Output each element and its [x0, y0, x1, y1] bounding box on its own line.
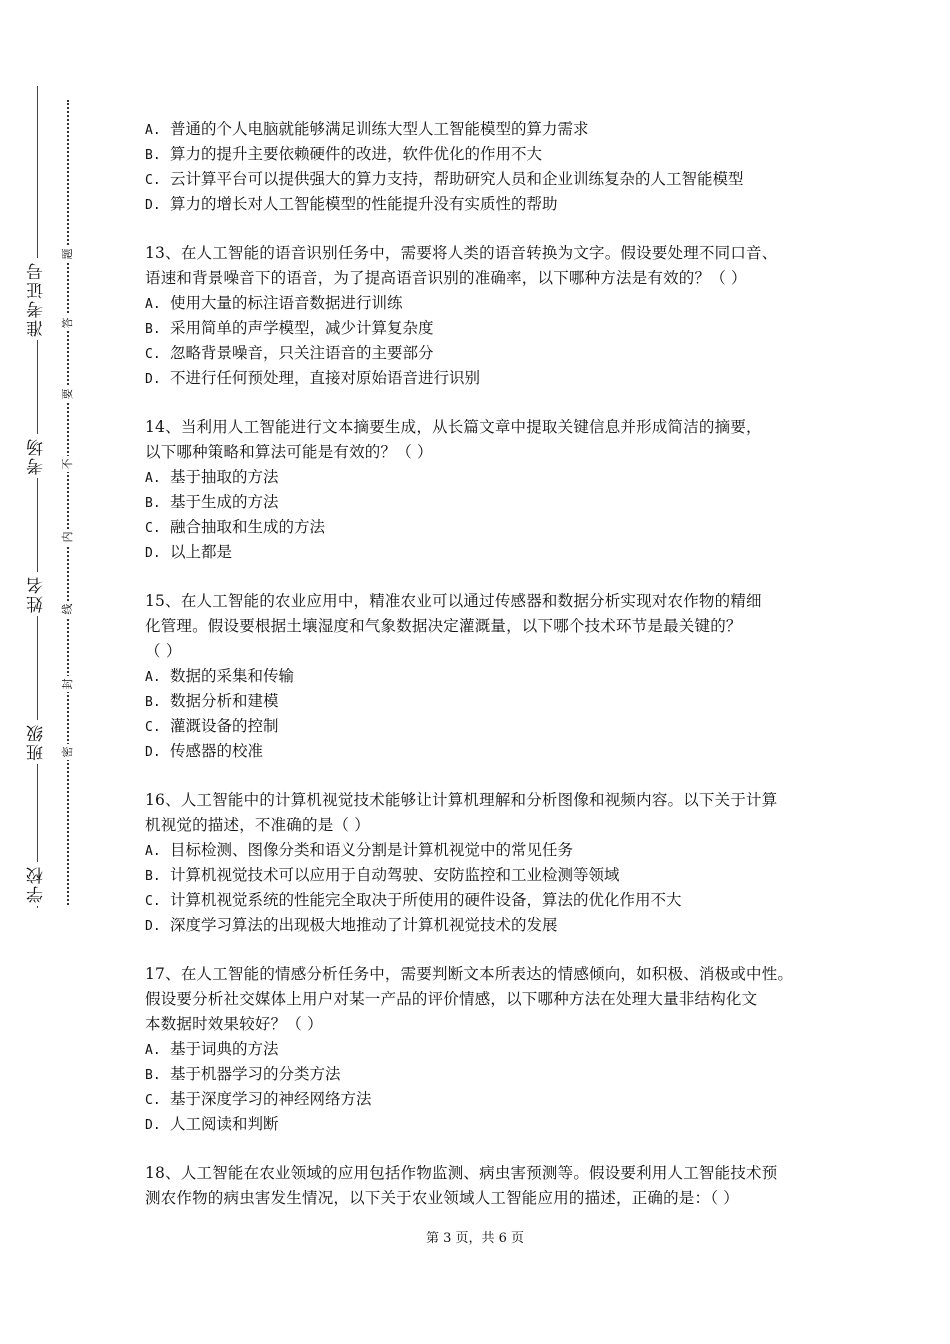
option-a	[145, 838, 835, 863]
option-text: 计算机视觉技术可以应用于自动驾驶、安防监控和工业检测等领域	[170, 866, 620, 884]
stem-line: 15、在人工智能的农业应用中，精准农业可以通过传感器和数据分析实现对农作物的精细	[145, 592, 762, 610]
stem-line: 14、当利用人工智能进行文本摘要生成，从长篇文章中提取关键信息并形成简洁的摘要，	[145, 418, 762, 436]
option-text: 基于机器学习的分类方法	[170, 1065, 341, 1083]
seal-char: 要	[59, 386, 77, 402]
field-school-label: 学校	[22, 862, 52, 906]
option-key: B.	[145, 322, 161, 337]
field-name	[22, 572, 52, 616]
question-13	[145, 241, 835, 391]
option-d	[145, 540, 835, 565]
seal-char: 封	[59, 676, 77, 692]
option-key: A.	[145, 297, 161, 312]
option-b	[145, 316, 835, 341]
question-stem	[145, 415, 835, 465]
question-16	[145, 788, 835, 938]
option-key: B.	[145, 496, 161, 511]
question-stem	[145, 589, 835, 664]
option-key: D.	[145, 372, 161, 387]
option-text: 灌溉设备的控制	[170, 717, 279, 735]
question-15	[145, 589, 835, 764]
option-text: 数据的采集和传输	[170, 667, 295, 685]
stem-line: 化管理。假设要根据土壤湿度和气象数据决定灌溉量，以下哪个技术环节是最关键的？	[145, 617, 742, 635]
option-key: A.	[145, 1043, 161, 1058]
stem-line: 18、人工智能在农业领域的应用包括作物监测、病虫害预测等。假设要利用人工智能技术预	[145, 1164, 778, 1182]
option-key: D.	[145, 745, 161, 760]
question-14	[145, 415, 835, 565]
option-key: C.	[145, 173, 161, 188]
option-c	[145, 167, 835, 192]
field-exam-room	[22, 434, 52, 478]
question-17	[145, 962, 835, 1137]
option-b	[145, 490, 835, 515]
option-key: C.	[145, 894, 161, 909]
option-text: 人工阅读和判断	[170, 1115, 279, 1133]
option-key: A.	[145, 844, 161, 859]
partial-question	[145, 117, 835, 217]
option-text: 以上都是	[170, 543, 233, 561]
option-d	[145, 1112, 835, 1137]
seal-dotted-line	[67, 100, 69, 905]
option-key: A.	[145, 670, 161, 685]
option-text: 融合抽取和生成的方法	[170, 518, 326, 536]
stem-line: 语速和背景噪音下的语音，为了提高语音识别的准确率，以下哪种方法是有效的？（ ）	[145, 269, 747, 287]
option-key: D.	[145, 919, 161, 934]
option-b	[145, 863, 835, 888]
field-class-label: 班级	[22, 720, 52, 764]
option-a	[145, 465, 835, 490]
field-admission-number	[22, 258, 52, 340]
option-text: 算力的增长对人工智能模型的性能提升没有实质性的帮助	[170, 195, 558, 213]
stem-line: 17、在人工智能的情感分析任务中，需要判断文本所表达的情感倾向，如积极、消极或中性。	[145, 965, 794, 983]
option-key: C.	[145, 1093, 161, 1108]
option-d	[145, 192, 835, 217]
stem-line: （ ）	[145, 642, 182, 660]
stem-line: 以下哪种策略和算法可能是有效的？（ ）	[145, 443, 433, 461]
seal-char: 题	[59, 246, 77, 262]
page-number: 第 3 页，共 6 页	[425, 1231, 525, 1246]
option-d	[145, 913, 835, 938]
binding-solid-line	[37, 86, 38, 908]
question-stem	[145, 1161, 835, 1211]
option-d	[145, 739, 835, 764]
option-b	[145, 689, 835, 714]
option-text: 计算机视觉系统的性能完全取决于所使用的硬件设备，算法的优化作用不大	[170, 891, 682, 909]
field-name-label: 姓名	[22, 572, 52, 616]
option-key: A.	[145, 471, 161, 486]
option-text: 基于深度学习的神经网络方法	[170, 1090, 372, 1108]
seal-char: 密	[59, 744, 77, 760]
question-stem	[145, 962, 835, 1037]
field-class	[22, 720, 52, 764]
option-text: 深度学习算法的出现极大地推动了计算机视觉技术的发展	[170, 916, 558, 934]
option-key: D.	[145, 546, 161, 561]
option-key: D.	[145, 1118, 161, 1133]
question-18	[145, 1161, 835, 1211]
option-text: 云计算平台可以提供强大的算力支持，帮助研究人员和企业训练复杂的人工智能模型	[170, 170, 744, 188]
option-key: D.	[145, 198, 161, 213]
field-admission-number-label: 准考证号	[22, 258, 52, 340]
option-a	[145, 664, 835, 689]
stem-line: 16、人工智能中的计算机视觉技术能够让计算机理解和分析图像和视频内容。以下关于计算	[145, 791, 778, 809]
option-c	[145, 515, 835, 540]
seal-char: 线	[59, 601, 77, 617]
option-d	[145, 366, 835, 391]
option-key: B.	[145, 148, 161, 163]
question-stem	[145, 241, 835, 291]
option-text: 传感器的校准	[170, 742, 264, 760]
option-c	[145, 341, 835, 366]
option-text: 基于抽取的方法	[170, 468, 279, 486]
option-key: C.	[145, 720, 161, 735]
option-text: 基于生成的方法	[170, 493, 279, 511]
option-text: 目标检测、图像分类和语义分割是计算机视觉中的常见任务	[170, 841, 574, 859]
option-c	[145, 714, 835, 739]
option-key: C.	[145, 347, 161, 362]
field-exam-room-label: 考场	[22, 434, 52, 478]
option-key: C.	[145, 521, 161, 536]
field-school	[22, 862, 52, 906]
option-b	[145, 1062, 835, 1087]
option-text: 基于词典的方法	[170, 1040, 279, 1058]
option-text: 普通的个人电脑就能够满足训练大型人工智能模型的算力需求	[170, 120, 589, 138]
option-text: 忽略背景噪音，只关注语音的主要部分	[170, 344, 434, 362]
option-key: A.	[145, 123, 161, 138]
stem-line: 假设要分析社交媒体上用户对某一产品的评价情感，以下哪种方法在处理大量非结构化文	[145, 990, 758, 1008]
option-text: 不进行任何预处理，直接对原始语音进行识别	[170, 369, 481, 387]
option-a	[145, 117, 835, 142]
option-c	[145, 888, 835, 913]
question-stem	[145, 788, 835, 838]
stem-line: 机视觉的描述，不准确的是（ ）	[145, 816, 370, 834]
stem-line: 本数据时效果较好？（ ）	[145, 1015, 323, 1033]
option-c	[145, 1087, 835, 1112]
option-key: B.	[145, 1068, 161, 1083]
stem-line: 13、在人工智能的语音识别任务中，需要将人类的语音转换为文字。假设要处理不同口音、	[145, 244, 778, 262]
seal-char: 答	[59, 315, 77, 331]
option-text: 算力的提升主要依赖硬件的改进，软件优化的作用不大	[170, 145, 543, 163]
option-key: B.	[145, 869, 161, 884]
stem-line: 测农作物的病虫害发生情况，以下关于农业领域人工智能应用的描述，正确的是：（ ）	[145, 1189, 739, 1207]
option-b	[145, 142, 835, 167]
option-a	[145, 1037, 835, 1062]
option-text: 数据分析和建模	[170, 692, 279, 710]
seal-char: 不	[59, 456, 77, 472]
option-text: 采用简单的声学模型，减少计算复杂度	[170, 319, 434, 337]
option-a	[145, 291, 835, 316]
binding-margin	[0, 0, 110, 1344]
option-key: B.	[145, 695, 161, 710]
seal-char: 内	[59, 529, 77, 545]
option-text: 使用大量的标注语音数据进行训练	[170, 294, 403, 312]
exam-content	[145, 117, 835, 1211]
